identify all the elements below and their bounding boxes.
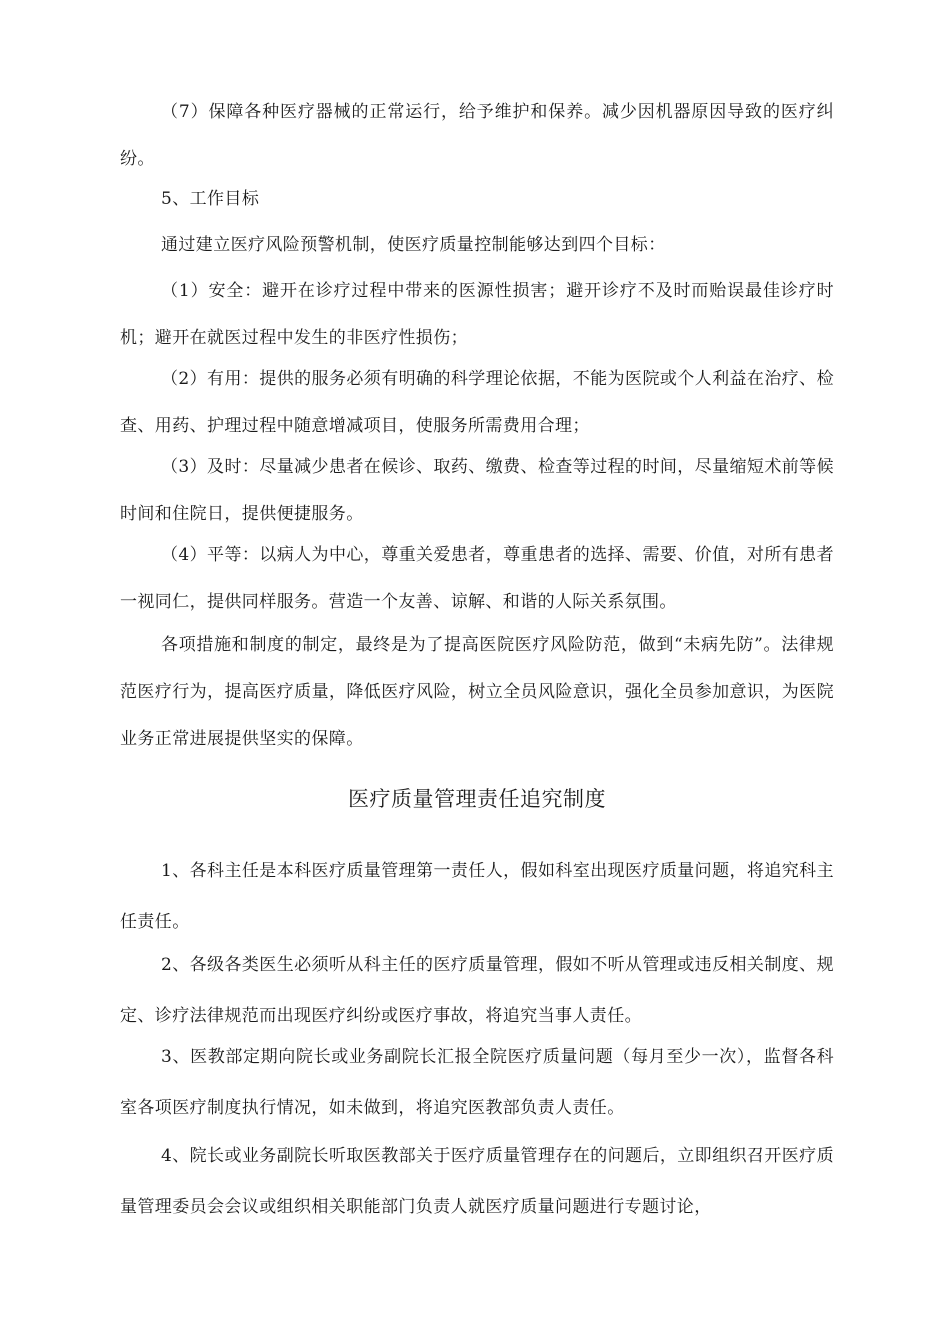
goal-3-paragraph: （3）及时：尽量减少患者在候诊、取药、缴费、检查等过程的时间，尽量缩短术前等候时间和住院日，提供便捷服务。 (120, 457, 834, 524)
section-title: 医疗质量管理责任追究制度 (348, 787, 606, 811)
goal-intro: 通过建立医疗风险预警机制，使医疗质量控制能够达到四个目标： (161, 235, 666, 255)
item-7-paragraph: （7）保障各种医疗器械的正常运行，给予维护和保养。减少因机器原因导致的医疗纠纷。 (120, 102, 834, 169)
rule-2-paragraph: 2、各级各类医生必须听从科主任的医疗质量管理，假如不听从管理或违反相关制度、规定、诊疗法律规范而出现医疗纠纷或医疗事故，将追究当事人责任。 (120, 955, 834, 1026)
rule-1-paragraph: 1、各科主任是本科医疗质量管理第一责任人，假如科室出现医疗质量问题，将追究科主任责任。 (120, 861, 834, 932)
summary-paragraph: 各项措施和制度的制定，最终是为了提高医院医疗风险防范，做到“未病先防”。法律规范医疗行为，提高医疗质量，降低医疗风险，树立全员风险意识，强化全员参加意识，为医院业务正常进展提供坚实的保障。 (120, 635, 834, 749)
goal-title: 5、工作目标 (161, 189, 260, 209)
goal-2-paragraph: （2）有用：提供的服务必须有明确的科学理论依据，不能为医院或个人利益在治疗、检查、用药、护理过程中随意增减项目，使服务所需费用合理； (120, 369, 834, 436)
rule-4-paragraph: 4、院长或业务副院长听取医教部关于医疗质量管理存在的问题后，立即组织召开医疗质量管理委员会会议或组织相关职能部门负责人就医疗质量问题进行专题讨论， (120, 1146, 834, 1217)
goal-1-paragraph: （1）安全：避开在诊疗过程中带来的医源性损害；避开诊疗不及时而贻误最佳诊疗时机；避开在就医过程中发生的非医疗性损伤； (120, 281, 834, 348)
rule-3-paragraph: 3、医教部定期向院长或业务副院长汇报全院医疗质量问题（每月至少一次），监督各科室各项医疗制度执行情况，如未做到，将追究医教部负责人责任。 (120, 1047, 834, 1118)
goal-4-paragraph: （4）平等：以病人为中心，尊重关爱患者，尊重患者的选择、需要、价值，对所有患者一视同仁，提供同样服务。营造一个友善、谅解、和谐的人际关系氛围。 (120, 545, 834, 612)
